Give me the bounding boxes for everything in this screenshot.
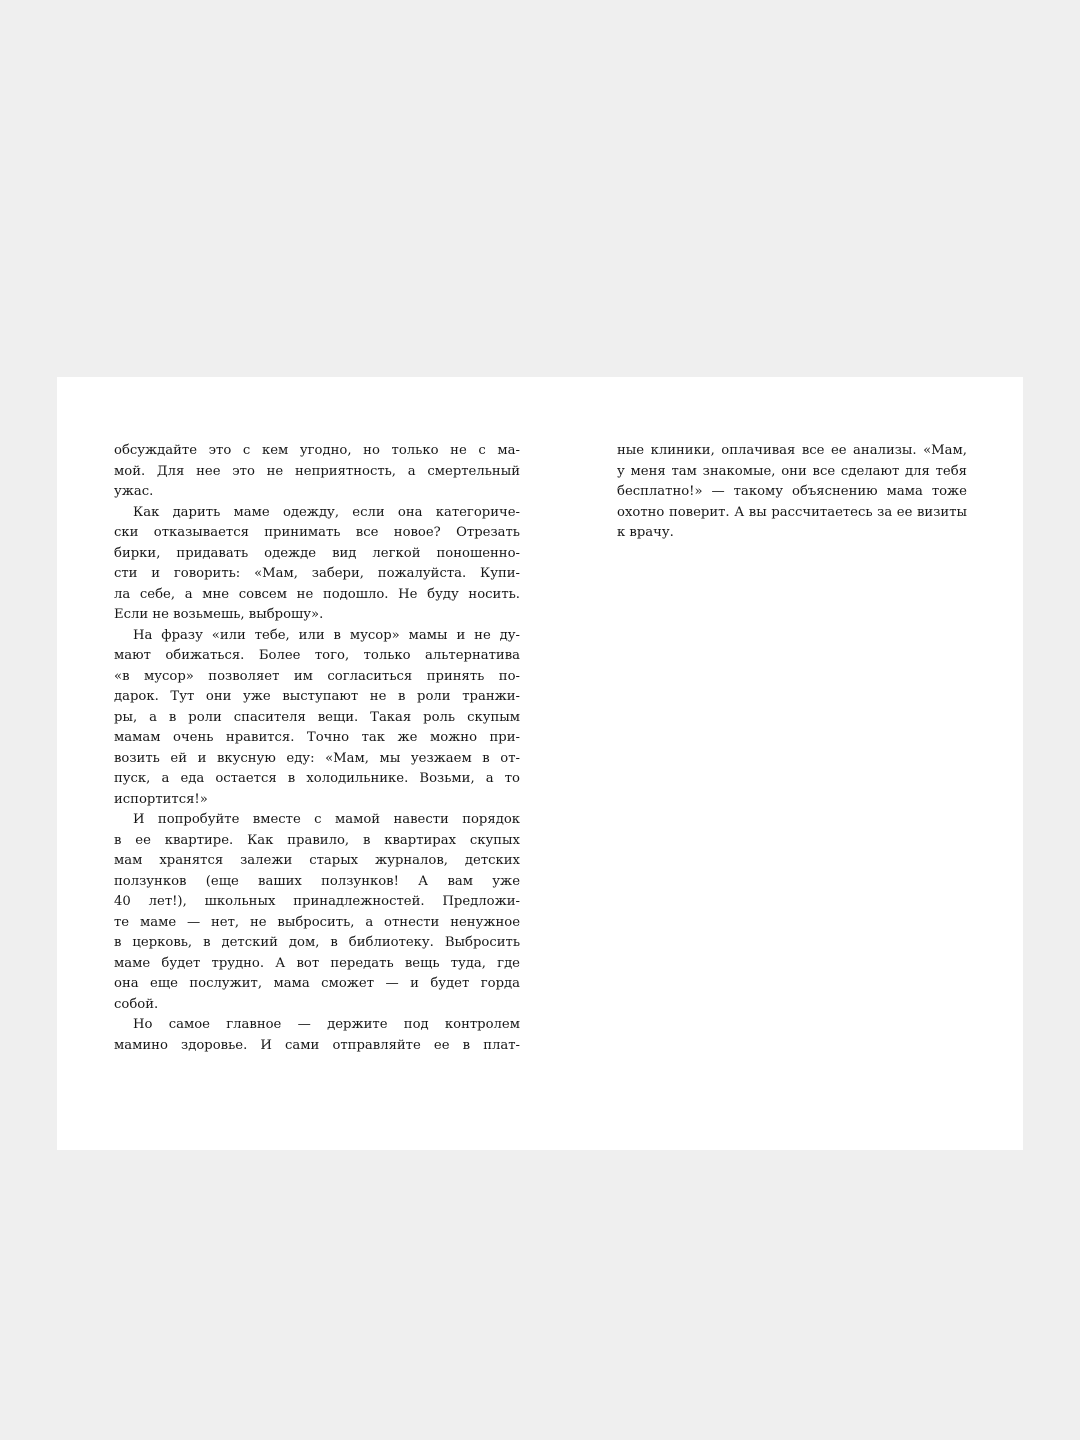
text-line: возить ей и вкусную еду: «Мам, мы уезжаем в от- <box>114 750 520 766</box>
text-line: мают обижаться. Более того, только альтернатива <box>114 648 520 663</box>
text-line: она еще послужит, мама сможет — и будет горда <box>114 976 520 991</box>
text-line: ползунков (еще ваших ползунков! А вам уже <box>114 873 520 889</box>
text-line: Как дарить маме одежду, если она категориче- <box>133 504 520 520</box>
text-line: у меня там знакомые, они все сделают для тебя <box>617 463 967 479</box>
left-page-text <box>114 441 520 1056</box>
text-line: ры, а в роли спасителя вещи. Такая роль скупым <box>114 709 520 725</box>
text-line: маме будет трудно. А вот передать вещь туда, где <box>114 955 520 971</box>
text-line: «в мусор» позволяет им согласиться принять по- <box>114 668 520 684</box>
text-line: собой. <box>114 996 159 1012</box>
text-line: мамино здоровье. И сами отправляйте ее в плат- <box>114 1037 520 1053</box>
text-line: обсуждайте это с кем угодно, но только не с ма- <box>114 443 520 458</box>
text-line: ла себе, а мне совсем не подошло. Не буду носить. <box>114 586 520 602</box>
text-line: в ее квартире. Как правило, в квартирах скупых <box>114 832 520 848</box>
text-line: мой. Для нее это не неприятность, а смертельный <box>114 463 520 479</box>
text-line: ски отказывается принимать все новое? Отрезать <box>114 525 520 540</box>
text-line: дарок. Тут они уже выступают не в роли транжи- <box>114 689 520 704</box>
text-line: испортится!» <box>114 791 208 807</box>
text-line: И попробуйте вместе с мамой навести порядок <box>133 812 520 827</box>
text-line: сти и говорить: «Мам, забери, пожалуйста. Купи- <box>114 566 520 581</box>
text-line: охотно поверит. А вы рассчитаетесь за ее визиты <box>617 504 967 520</box>
text-line: в церковь, в детский дом, в библиотеку. Выбросить <box>114 935 520 950</box>
text-line: мамам очень нравится. Точно так же можно при- <box>114 730 520 745</box>
text-line: 40 лет!), школьных принадлежностей. Предложи- <box>114 894 520 909</box>
text-line: Если не возьмешь, выброшу». <box>114 607 324 622</box>
text-line: к врачу. <box>617 525 674 540</box>
text-line: ужас. <box>114 484 154 499</box>
book-spread <box>57 377 1023 1150</box>
text-line: те маме — нет, не выбросить, а отнести ненужное <box>114 914 520 930</box>
right-page-text <box>617 441 967 544</box>
text-line: На фразу «или тебе, или в мусор» мамы и не ду- <box>133 627 520 643</box>
text-line: Но самое главное — держите под контролем <box>133 1017 520 1032</box>
text-line: ные клиники, оплачивая все ее анализы. «Мам, <box>617 443 967 458</box>
text-line: бесплатно!» — такому объяснению мама тоже <box>617 484 967 499</box>
text-line: мам хранятся залежи старых журналов, детских <box>114 853 520 868</box>
text-line: бирки, придавать одежде вид легкой поношенно- <box>114 545 520 561</box>
text-line: пуск, а еда остается в холодильнике. Возьми, а то <box>114 771 520 786</box>
